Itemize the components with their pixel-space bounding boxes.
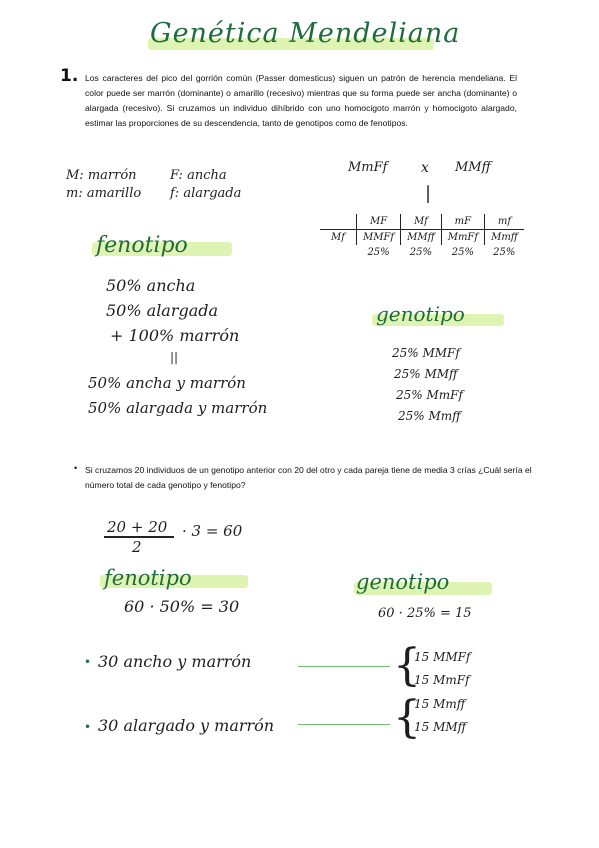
calc-rest: · 3 = 60 (182, 522, 243, 540)
result-bullet-2: 30 alargado y marrón (98, 716, 275, 735)
connector-line-1 (298, 666, 390, 667)
punnett-square (320, 214, 524, 260)
punnett-percent: 25% (367, 247, 390, 258)
fenotipo-1-heading: fenotipo (96, 233, 188, 258)
punnett-cell: MMFf (357, 230, 401, 246)
genotipo-1-heading: genotipo (376, 302, 465, 326)
brace-2: { (393, 692, 421, 743)
punnett-corner (320, 214, 357, 230)
genotipo-2-heading: genotipo (356, 570, 450, 594)
result-bullet-dot: • (84, 655, 92, 669)
fenotipo-2-heading: fenotipo (104, 566, 192, 590)
punnett-cell: MmFf (441, 230, 484, 246)
genotipo-1-line: 25% MMFf (392, 346, 460, 360)
genotipo-2-calc: 60 · 25% = 15 (378, 606, 472, 621)
question-1-text: Los caracteres del pico del gorrión común (Passer domesticus) siguen un patrón de herencia mendeliana. El color puede ser marrón (dominante) o amarillo (recesivo) mientras que su forma puede ser ancha (dominante) o alargada (recesivo). Si cruzamos un individuo dihíbrido con uno homocigoto marrón y homocigoto alargado, estimar las proporciones de su descendencia, tanto de genotipos como de fenotipos. (85, 73, 517, 128)
legend-f-lower: f: alargada (170, 186, 242, 201)
fenotipo-1-line: + 100% marrón (110, 326, 240, 345)
punnett-gamete-top: MF (357, 214, 401, 230)
punnett-cell: MMff (401, 230, 442, 246)
punnett-cell: Mmff (491, 232, 518, 243)
fenotipo-2-calc: 60 · 50% = 30 (124, 597, 240, 616)
fenotipo-1-line: || (170, 350, 179, 364)
genotipo-2-group-2: 15 MMff (414, 720, 467, 734)
punnett-row (320, 230, 524, 246)
genotipo-2-group-1: 15 MmFf (414, 673, 470, 687)
genotipo-1-line: 25% Mmff (398, 409, 461, 423)
genotipo-1-line: 25% MmFf (396, 388, 463, 402)
connector-line-2 (298, 724, 390, 725)
question-2-bullet: • (74, 463, 78, 473)
calc-denominator: 2 (132, 538, 142, 556)
result-bullet-1: 30 ancho y marrón (98, 652, 252, 671)
cross-parent-2: MMff (455, 160, 491, 175)
fenotipo-1-line: 50% ancha y marrón (88, 374, 246, 392)
page-title: Genética Mendeliana (150, 18, 461, 49)
result-bullet-dot: • (84, 720, 92, 734)
brace-1: { (393, 640, 421, 691)
punnett-percent: 25% (451, 247, 474, 258)
cross-parent-1: MmFf (348, 160, 388, 175)
punnett-percent: 25% (493, 247, 516, 258)
cross-x: x (421, 160, 429, 176)
punnett-percent: 25% (409, 247, 433, 258)
punnett-gamete-top: mF (441, 214, 484, 230)
punnett-gamete-top: Mf (401, 214, 442, 230)
fenotipo-1-line: 50% alargada y marrón (88, 399, 268, 417)
punnett-percent-spacer (320, 245, 357, 260)
fenotipo-1-line: 50% ancha (106, 276, 196, 295)
genotipo-2-group-1: 15 MMFf (414, 650, 471, 664)
question-2-text: Si cruzamos 20 individuos de un genotipo anterior con 20 del otro y cada pareja tiene de media 3 crías ¿Cuál sería el número total de cada genotipo y fenotipo? (85, 465, 532, 490)
fenotipo-1-line: 50% alargada (106, 301, 219, 320)
cross-arrow: | (425, 183, 432, 204)
question-number: 1. (60, 66, 79, 86)
punnett-header-row (320, 214, 524, 230)
legend-f-upper: F: ancha (170, 168, 227, 183)
legend-m-lower: m: amarillo (66, 186, 142, 201)
punnett-percent-row (320, 245, 524, 260)
punnett-gamete-top: mf (485, 214, 524, 230)
genotipo-1-line: 25% MMff (394, 367, 458, 381)
legend-m-upper: M: marrón (66, 168, 137, 183)
punnett-gamete-left: Mf (320, 230, 357, 246)
genotipo-2-group-2: 15 Mmff (414, 697, 466, 711)
calc-numerator: 20 + 20 (107, 518, 168, 536)
